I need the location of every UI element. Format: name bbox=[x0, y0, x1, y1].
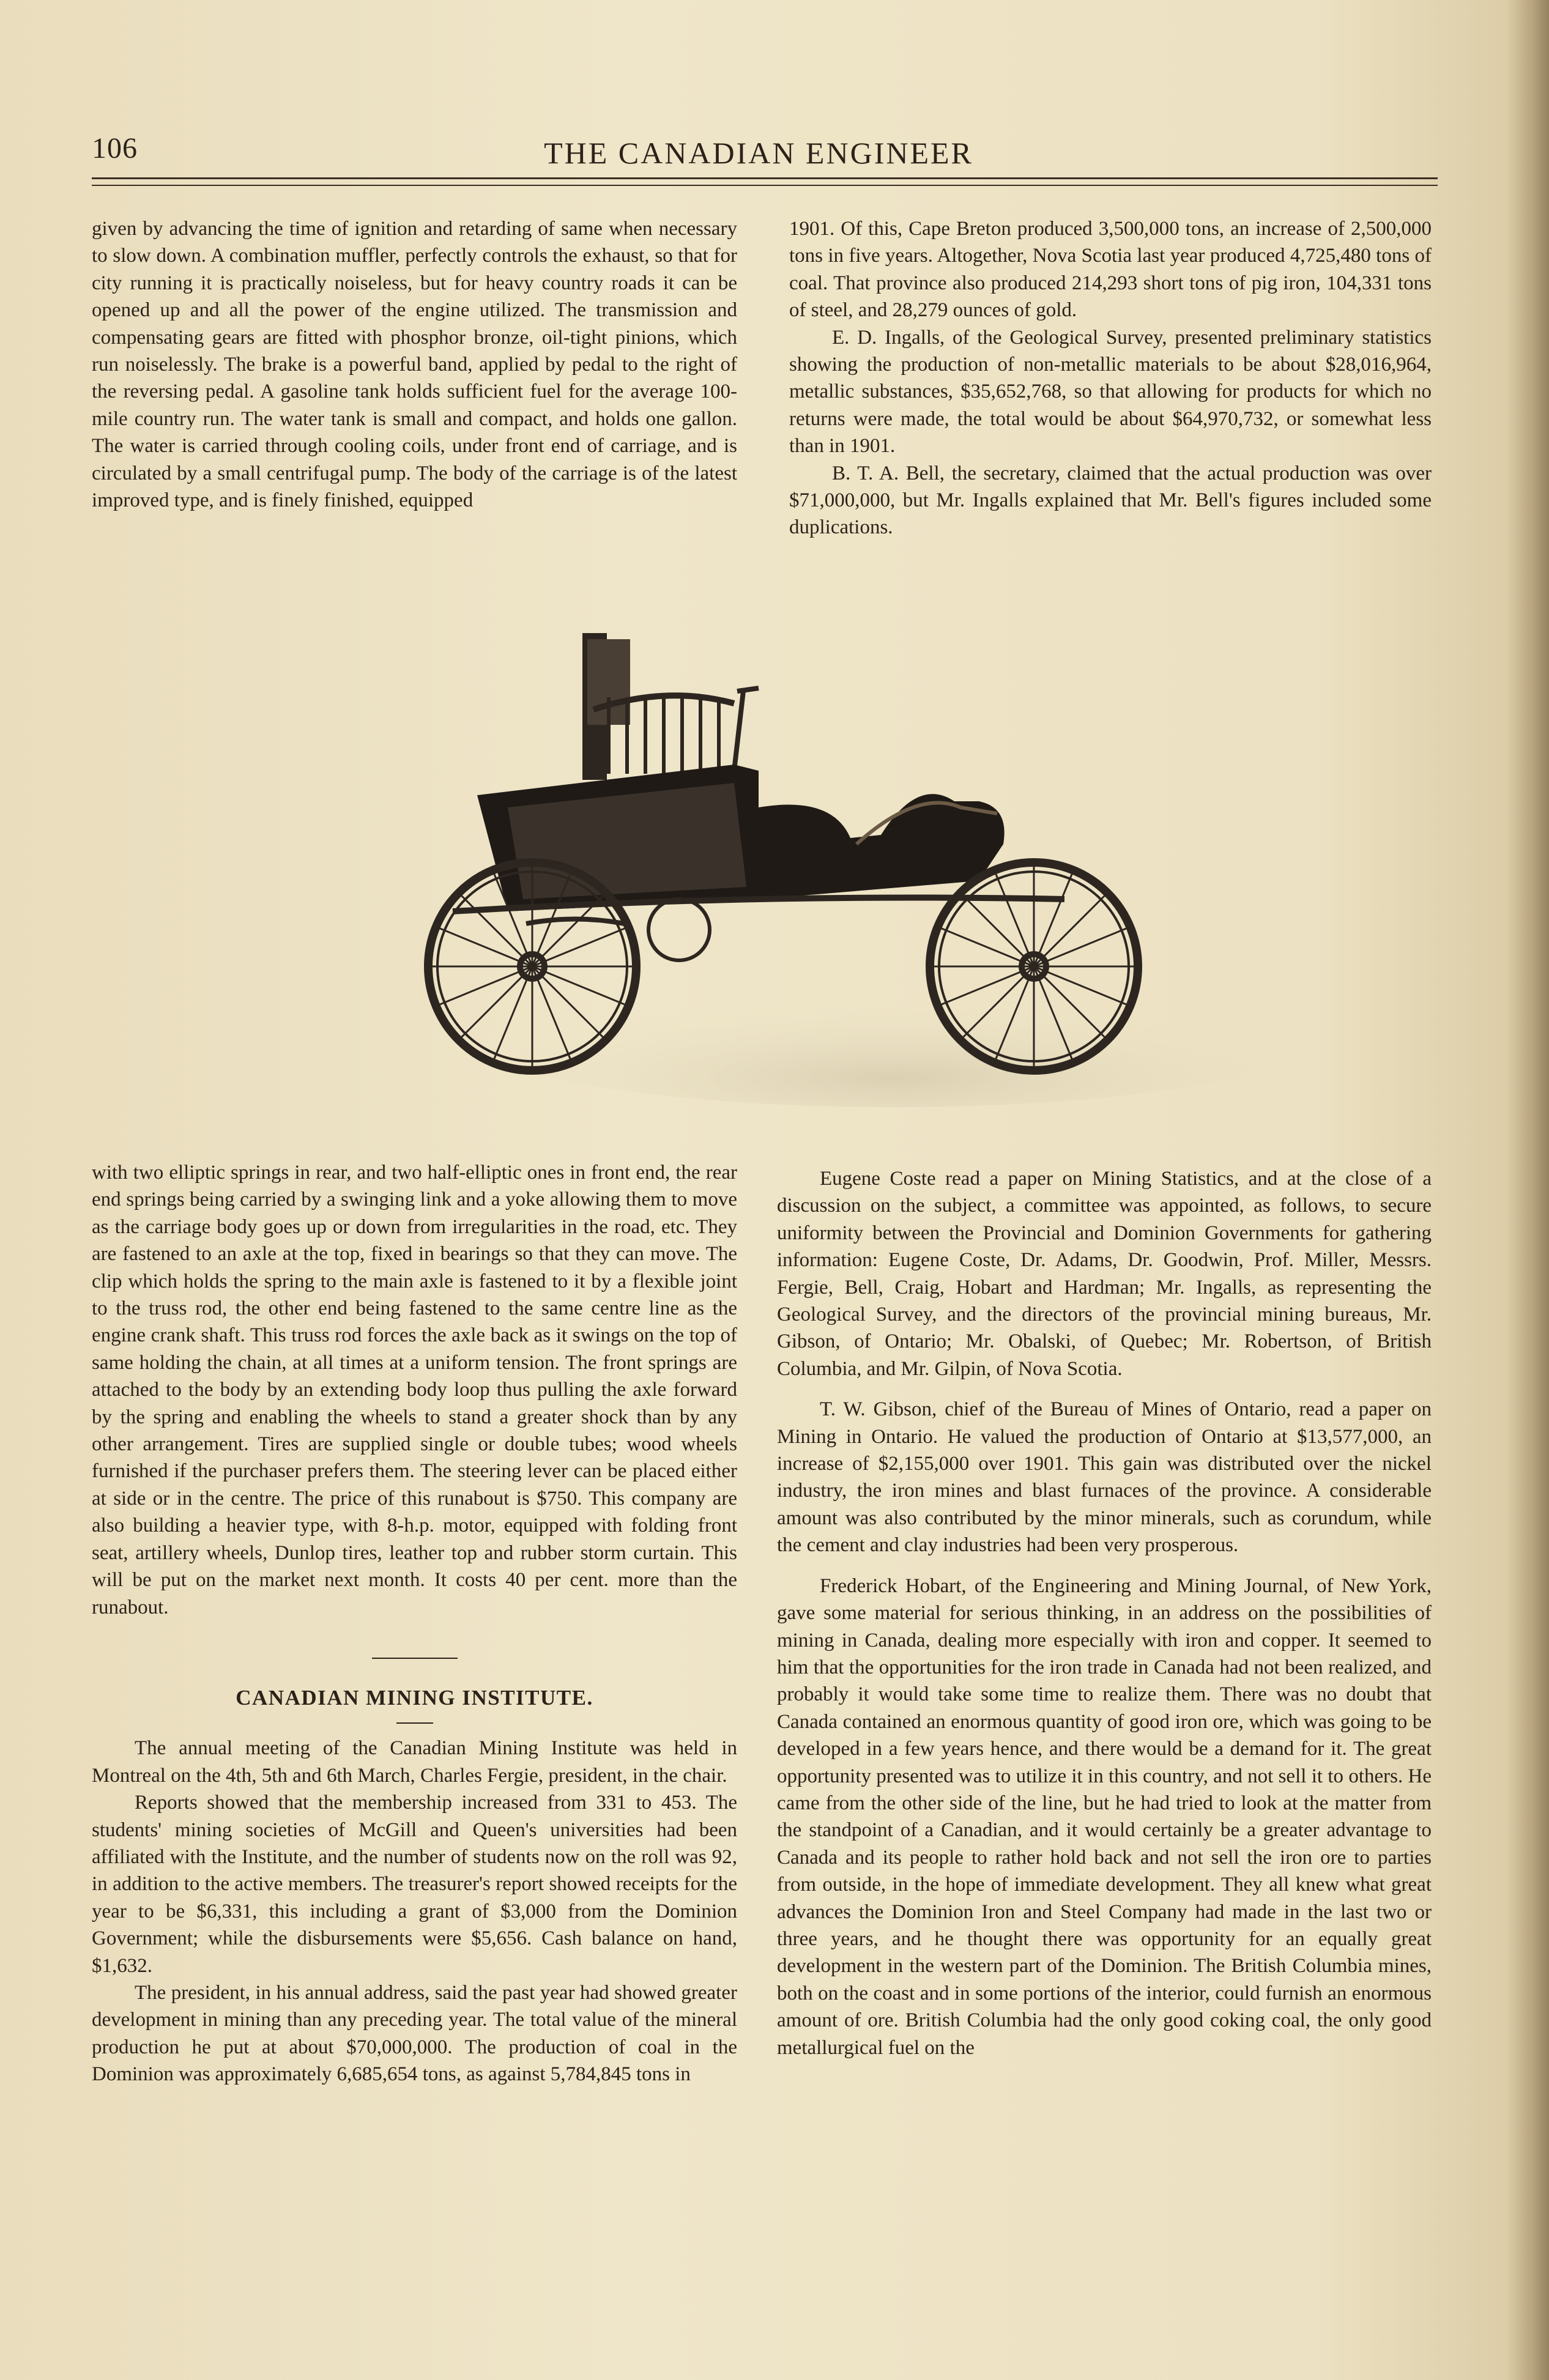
column-top-right bbox=[789, 215, 1432, 541]
running-header bbox=[92, 132, 1425, 180]
column-top-left bbox=[92, 215, 737, 514]
runabout-car-engraving-icon bbox=[392, 624, 1395, 1113]
page-edge-shadow bbox=[1506, 0, 1549, 2380]
paragraph: E. D. Ingalls, of the Geological Survey, presented preliminary statistics showing the production of non-metallic materials to be about $28,016,964, metallic substances, $35,652,768, so that allowing for products for which no returns were made, the total would be about $64,970,732, or somewhat less than in 1901. bbox=[789, 326, 1432, 458]
paragraph: Frederick Hobart, of the Engineering and Mining Journal, of New York, gave some material for serious thinking, in an address on the possibilities of mining in Canada, dealing more especially with iron and copper. It seemed to him that the opportunities for the iron trade in Canada had not been realized, and probably it would take some time to realize them. There was no doubt that Canada contained an enormous quantity of good iron ore, which was going to be developed in a few years hence, and there would be a demand for it. The great opportunity presented was to utilize it in this country, and not sell it to others. He came from the other side of the line, but he had tried to look at the matter from the standpoint of a Canadian, and it would certainly be a greater advantage to Canada and its people to rather hold back and not sell the iron ore to parties from outside, in the hope of immediate development. They all knew what great advances the Dominion Iron and Steel Company had made in the last two or three years, and he thought there was opportunity for an equally great development in the western part of the Dominion. The British Columbia mines, both on the coast and in some portions of the interior, could furnish an enormous amount of ore. British Columbia had the only good coking coal, the only good metallurgical fuel on the bbox=[777, 1574, 1432, 2059]
paragraph: 1901. Of this, Cape Breton produced 3,500,000 tons, an increase of 2,500,000 tons in five years. Altogether, Nova Scotia last year produced 4,725,480 tons of coal. That province also produced 214,293 short tons of pig iron, 104,331 tons of steel, and 28,279 ounces of gold. bbox=[789, 218, 1432, 322]
column-bottom-right bbox=[777, 1165, 1432, 2061]
header-rule bbox=[92, 177, 1438, 179]
section-heading: CANADIAN MINING INSTITUTE. bbox=[236, 1685, 593, 1710]
paragraph: given by advancing the time of ignition and retarding of same when necessary to slow down. A combination muffler, perfectly controls the exhaust, so that for city running it is practically noiseless, but for heavy country roads it can be opened up and all the power of the engine utilized. The transmission and compensating gears are fitted with phosphor bronze, oil-tight pinions, which run noiselessly. The brake is a powerful band, applied by pedal to the right of the reversing pedal. A gasoline tank holds sufficient fuel for the average 100-mile country run. The water tank is small and compact, and holds one gallon. The water is carried through cooling coils, under front end of carriage, and is circulated by a small centrifugal pump. The body of the carriage is of the latest improved type, and is finely finished, equipped bbox=[92, 218, 737, 512]
paragraph: The president, in his annual address, said the past year had showed greater development in mining than any preceding year. The total value of the mineral production he put at about $70,000,000. The production of coal in the Dominion was approximately 6,685,654 tons, as against 5,784,845 tons in bbox=[92, 1981, 737, 2086]
paragraph: B. T. A. Bell, the secretary, claimed that the actual production was over $71,000,000, but Mr. Ingalls explained that Mr. Bell's figures included some duplications. bbox=[789, 462, 1432, 539]
paragraph: Reports showed that the membership increased from 331 to 453. The students' mining societies of McGill and Queen's universities had been affiliated with the Institute, and the number of students now on the roll was 92, in addition to the active members. The treasurer's report showed receipts for the year to be $6,331, this including a grant of $3,000 from the Dominion Government; while the disbursements were $5,656. Cash balance on hand, $1,632. bbox=[92, 1792, 737, 1977]
column-bottom-left bbox=[92, 1159, 737, 2088]
paragraph: Eugene Coste read a paper on Mining Statistics, and at the close of a discussion on the subject, a committee was appointed, as follows, to secure uniformity between the Provincial and Dominion Governments for gathering information: Eugene Coste, Dr. Adams, Dr. Goodwin, Prof. Miller, Messrs. Fergie, Bell, Craig, Hobart and Hardman; Mr. Ingalls, as representing the Geological Survey, and the directors of the provincial mining bureaus, Mr. Gibson, of Ontario; Mr. Obalski, of Quebec; Mr. Robertson, of British Columbia, and Mr. Gilpin, of Nova Scotia. bbox=[777, 1168, 1432, 1380]
paragraph: with two elliptic springs in rear, and two half-elliptic ones in front end, the rear end springs being carried by a swinging link and a yoke allowing them to move as the carriage body goes up or down from irregularities in the road, etc. They are fastened to an axle at the top, fixed in bearings so that they can move. The clip which holds the spring to the main axle is fastened to it by a flexible joint to the truss rod, the other end being fastened to the same centre line as the engine crank shaft. This truss rod forces the axle back as it swings on the top of same holding the chain, at all times at a uniform tension. The front springs are attached to the body by an extending body loop thus pulling the axle forward by the spring and enabling the wheels to stand a greater shock than by any other arrangement. Tires are supplied single or double tubes; wood wheels furnished if the purchaser prefers them. The steering lever can be placed either at side or in the centre. The price of this runabout is $750. This company are also building a heavier type, with 8-h.p. motor, equipped with folding front seat, artillery wheels, Dunlop tires, leather top and rubber storm curtain. This will be put on the market next month. It costs 40 per cent. more than the runabout. bbox=[92, 1162, 737, 1618]
journal-title: THE CANADIAN ENGINEER bbox=[544, 136, 973, 170]
paragraph: T. W. Gibson, chief of the Bureau of Mines of Ontario, read a paper on Mining in Ontario. He valued the production of Ontario at $13,577,000, an increase of $2,155,000 over 1901. This gain was distributed over the nickel industry, the iron mines and blast furnaces of the province. A considerable amount was also contributed by the minor minerals, such as corundum, while the cement and clay industries had been very prosperous. bbox=[777, 1398, 1432, 1557]
paragraph: The annual meeting of the Canadian Mining Institute was held in Montreal on the 4th, 5th and 6th March, Charles Fergie, president, in the chair. bbox=[92, 1737, 737, 1787]
page-number: 106 bbox=[92, 132, 138, 165]
header-rule-thin bbox=[92, 185, 1438, 186]
